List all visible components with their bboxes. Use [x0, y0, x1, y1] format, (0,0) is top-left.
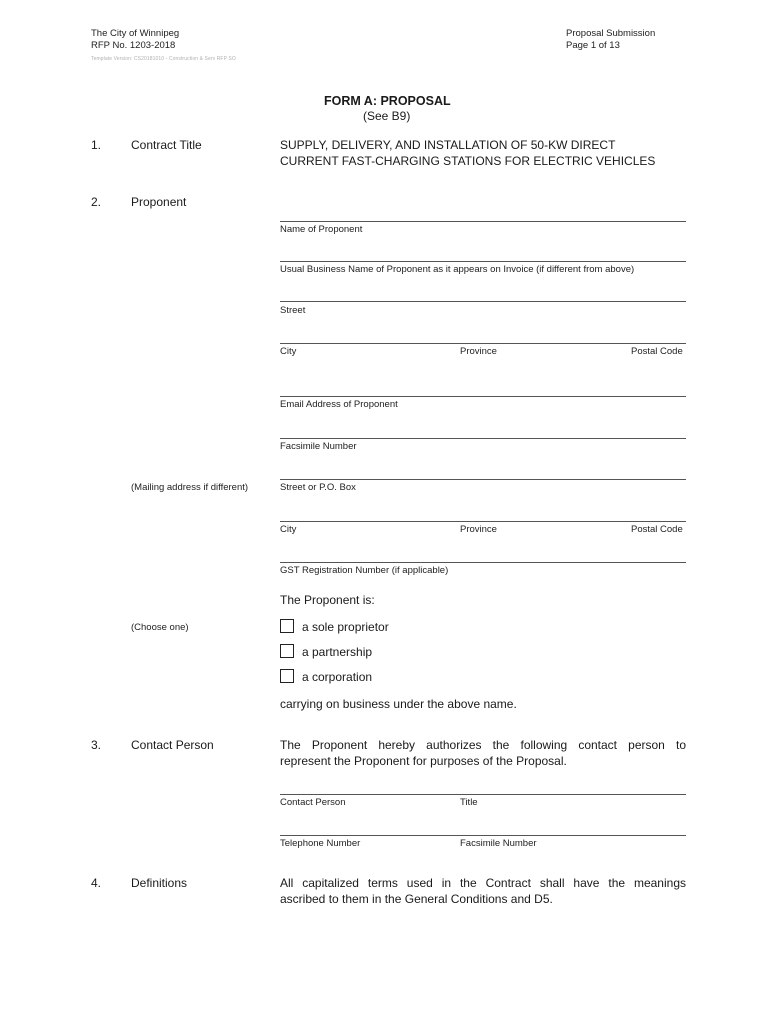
- fax-line[interactable]: [280, 438, 686, 439]
- mailing-postal-code-caption: Postal Code: [631, 524, 683, 535]
- section-2-label: Proponent: [131, 195, 187, 209]
- sole-proprietor-label: a sole proprietor: [302, 620, 389, 634]
- proponent-is-label: The Proponent is:: [280, 593, 375, 607]
- header-page-number: Page 1 of 13: [566, 40, 620, 51]
- city-caption: City: [280, 346, 297, 357]
- section-1-number: 1.: [91, 138, 102, 152]
- partnership-label: a partnership: [302, 645, 373, 659]
- business-name-caption: Usual Business Name of Proponent as it appears on Invoice (if different from above): [280, 264, 635, 275]
- province-caption: Province: [460, 346, 497, 357]
- proponent-name-caption: Name of Proponent: [280, 224, 363, 235]
- section-4-number: 4.: [91, 876, 102, 890]
- definitions-line-2: ascribed to them in the General Conditions and D5.: [280, 892, 553, 906]
- header-template-version: Template Version: CS20181010 - Construction & Serv RFP SO: [91, 56, 236, 62]
- fax-caption: Facsimile Number: [280, 441, 357, 452]
- section-1-label: Contract Title: [131, 138, 202, 152]
- street-line[interactable]: [280, 301, 686, 302]
- header-rfp-number: RFP No. 1203-2018: [91, 40, 176, 51]
- section-3-number: 3.: [91, 738, 102, 752]
- gst-line[interactable]: [280, 562, 686, 563]
- corporation-label: a corporation: [302, 670, 373, 684]
- contact-person-caption: Contact Person: [280, 797, 346, 808]
- partnership-checkbox[interactable]: [280, 644, 294, 658]
- mailing-street-line[interactable]: [280, 479, 686, 480]
- contract-title-line-1: SUPPLY, DELIVERY, AND INSTALLATION OF 50-KW DIRECT: [280, 138, 616, 152]
- mailing-street-caption: Street or P.O. Box: [280, 482, 356, 493]
- mailing-city-province-postal-line[interactable]: [280, 521, 686, 522]
- header-doc-type: Proposal Submission: [566, 28, 656, 39]
- contact-authorization-line-1: The Proponent hereby authorizes the following contact person to: [280, 738, 686, 752]
- definitions-line-1: All capitalized terms used in the Contract shall have the meanings: [280, 876, 686, 890]
- section-3-label: Contact Person: [131, 738, 214, 752]
- contact-person-line[interactable]: [280, 794, 686, 795]
- contact-authorization-line-2: represent the Proponent for purposes of the Proposal.: [280, 754, 567, 768]
- email-line[interactable]: [280, 396, 686, 397]
- mailing-province-caption: Province: [460, 524, 497, 535]
- mailing-address-note: (Mailing address if different): [131, 482, 249, 493]
- email-caption: Email Address of Proponent: [280, 399, 398, 410]
- sole-proprietor-checkbox[interactable]: [280, 619, 294, 633]
- corporation-checkbox[interactable]: [280, 669, 294, 683]
- contact-fax-caption: Facsimile Number: [460, 838, 537, 849]
- section-4-label: Definitions: [131, 876, 188, 890]
- street-caption: Street: [280, 305, 306, 316]
- gst-caption: GST Registration Number (if applicable): [280, 565, 449, 576]
- header-org: The City of Winnipeg: [91, 28, 180, 39]
- contract-title-line-2: CURRENT FAST-CHARGING STATIONS FOR ELECTRIC VEHICLES: [280, 154, 656, 168]
- carrying-on-business-text: carrying on business under the above name.: [280, 697, 517, 711]
- contact-title-caption: Title: [460, 797, 478, 808]
- contact-phone-fax-line[interactable]: [280, 835, 686, 836]
- form-title: FORM A: PROPOSAL: [324, 94, 451, 108]
- section-2-number: 2.: [91, 195, 102, 209]
- telephone-caption: Telephone Number: [280, 838, 361, 849]
- proponent-name-line[interactable]: [280, 221, 686, 222]
- postal-code-caption: Postal Code: [631, 346, 683, 357]
- choose-one-note: (Choose one): [131, 622, 189, 633]
- form-subtitle: (See B9): [363, 109, 411, 123]
- mailing-city-caption: City: [280, 524, 297, 535]
- city-province-postal-line[interactable]: [280, 343, 686, 344]
- business-name-line[interactable]: [280, 261, 686, 262]
